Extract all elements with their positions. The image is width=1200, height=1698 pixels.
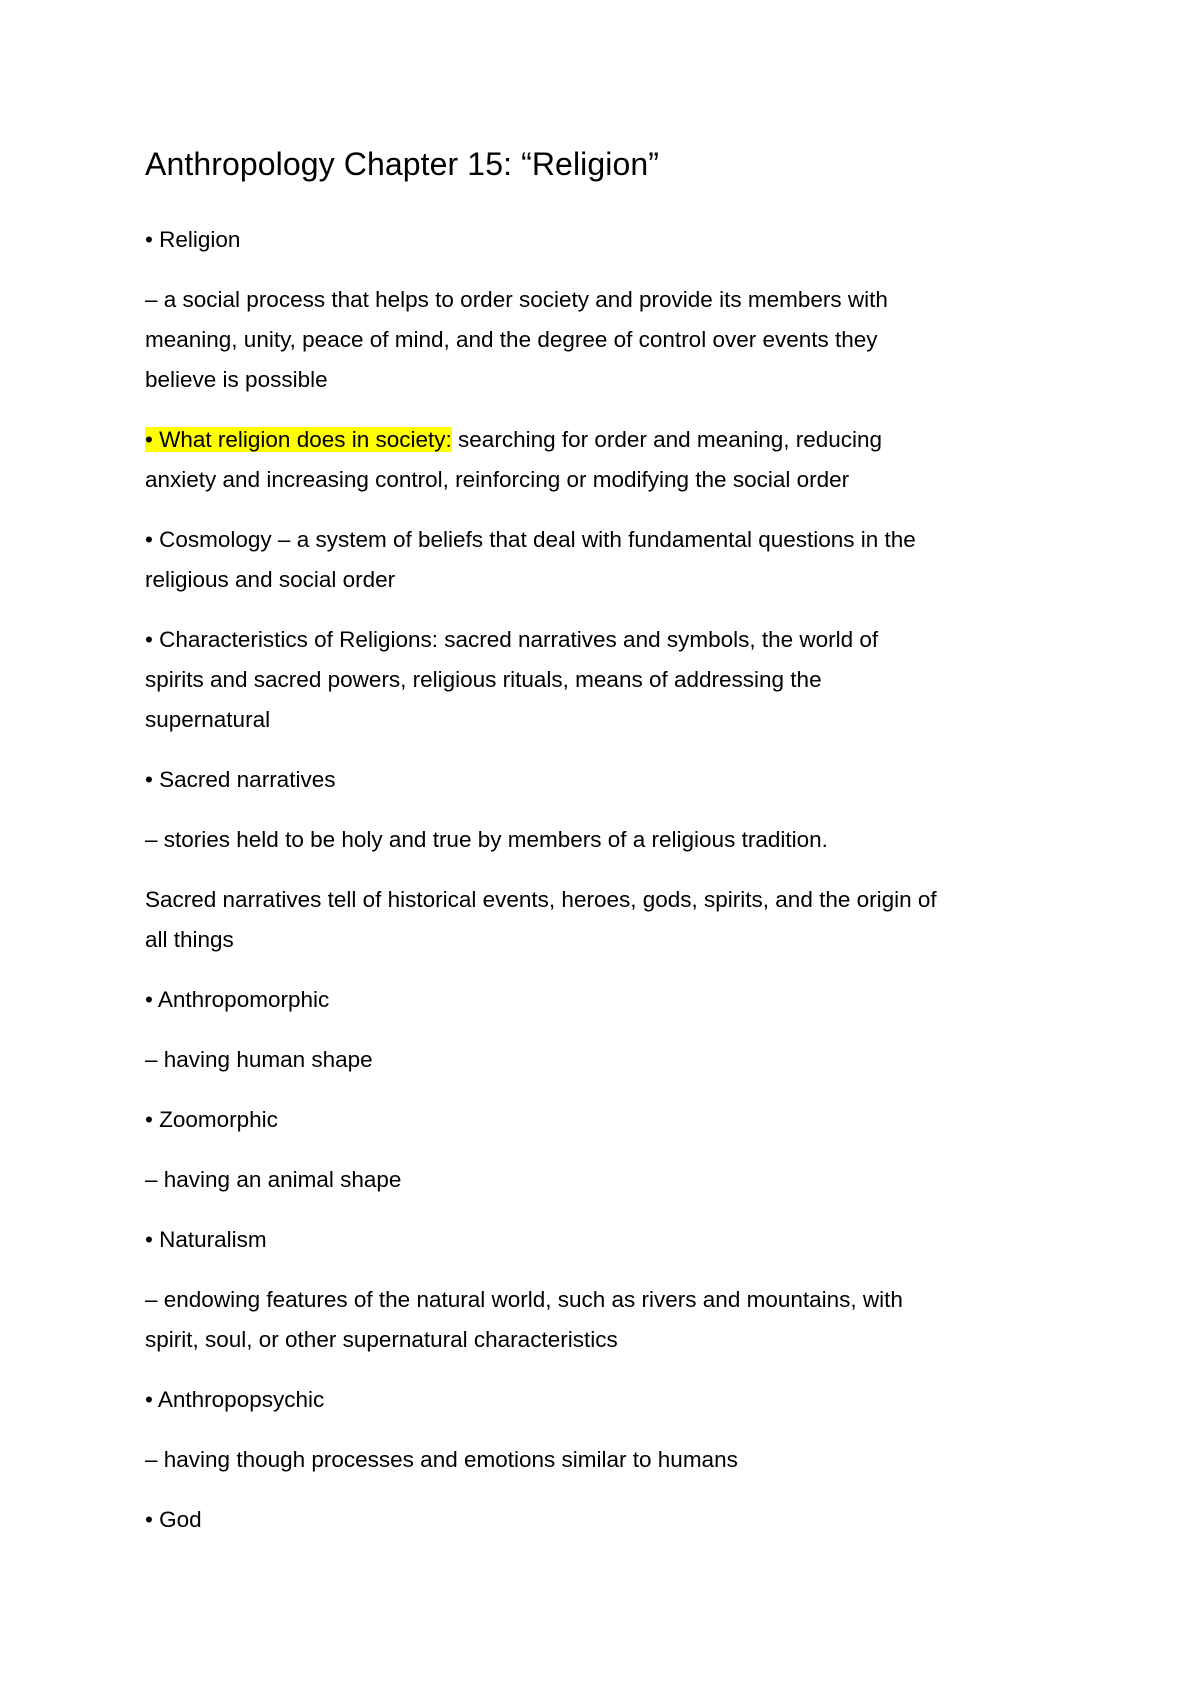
- text-line-sacred-narratives: • Sacred narratives: [145, 767, 336, 792]
- text-line-characteristics-1: • Characteristics of Religions: sacred narratives and symbols, the world of: [145, 627, 879, 652]
- text-line-sacred-narratives-tell-1: Sacred narratives tell of historical events, heroes, gods, spirits, and the origin of: [145, 887, 937, 912]
- text-line-anthropopsychic-def: – having though processes and emotions similar to humans: [145, 1447, 738, 1472]
- text-line-cosmology-1: • Cosmology – a system of beliefs that deal with fundamental questions in the: [145, 527, 916, 552]
- text-line-anthropopsychic: • Anthropopsychic: [145, 1387, 325, 1412]
- document-title: Anthropology Chapter 15: “Religion”: [145, 146, 660, 182]
- text-line-sacred-narratives-tell-2: all things: [145, 927, 234, 952]
- text-line-naturalism: • Naturalism: [145, 1227, 267, 1252]
- text-line-naturalism-def-1: – endowing features of the natural world, such as rivers and mountains, with: [145, 1287, 903, 1312]
- document-page: [145, 0, 1065, 1698]
- text-line-religion-def-2: meaning, unity, peace of mind, and the degree of control over events they: [145, 327, 878, 352]
- text-line-anthropomorphic-def: – having human shape: [145, 1047, 373, 1072]
- text-line-what-religion-does-1: [145, 420, 882, 460]
- text-line-zoomorphic-def: – having an animal shape: [145, 1167, 402, 1192]
- highlighted-phrase: • What religion does in society:: [145, 427, 452, 452]
- text-line-religion-def-3: believe is possible: [145, 367, 328, 392]
- text-line-zoomorphic: • Zoomorphic: [145, 1107, 278, 1132]
- text-line-god: • God: [145, 1507, 202, 1532]
- text-line-characteristics-2: spirits and sacred powers, religious rituals, means of addressing the: [145, 667, 822, 692]
- text-span-what-religion-does: searching for order and meaning, reducing: [458, 427, 883, 452]
- text-line-sacred-narratives-def: – stories held to be holy and true by members of a religious tradition.: [145, 827, 828, 852]
- text-line-cosmology-2: religious and social order: [145, 567, 396, 592]
- text-line-anthropomorphic: • Anthropomorphic: [145, 987, 330, 1012]
- text-line-religion: • Religion: [145, 227, 241, 252]
- text-line-religion-def-1: – a social process that helps to order society and provide its members with: [145, 287, 888, 312]
- text-line-naturalism-def-2: spirit, soul, or other supernatural characteristics: [145, 1327, 618, 1352]
- text-line-what-religion-does-2: anxiety and increasing control, reinforcing or modifying the social order: [145, 467, 850, 492]
- text-line-characteristics-3: supernatural: [145, 707, 271, 732]
